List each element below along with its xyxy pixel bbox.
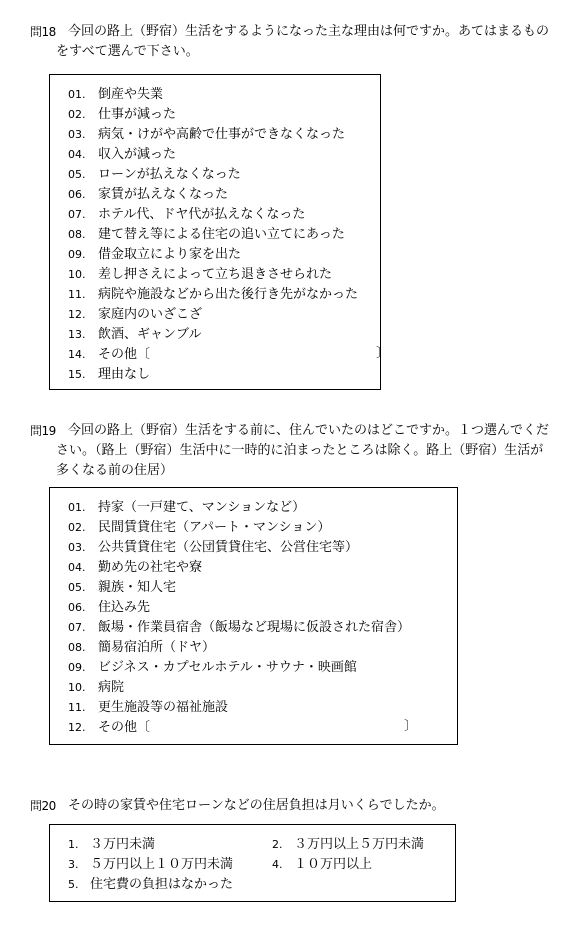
q18-option-05[interactable]: 05. ローンが払えなくなった	[68, 167, 241, 182]
q18-option-03[interactable]: 03. 病気・けがや高齢で仕事ができなくなった	[68, 127, 346, 142]
q19-option-05[interactable]: 05. 親族・知人宅	[68, 580, 177, 595]
q18-option-06[interactable]: 06. 家賃が払えなくなった	[68, 187, 229, 202]
q20-number: 問20	[30, 799, 56, 813]
q18-text: 今回の路上（野宿）生活をするようになった主な理由は何ですか。あてはまるものをすべて選んで下さい。	[56, 24, 550, 59]
q19-option-09[interactable]: 09. ビジネス・カプセルホテル・サウナ・映画館	[68, 660, 357, 675]
q19-text: 今回の路上（野宿）生活をする前に、住んでいたのはどこですか。１つ選んでください。（路上（野宿）生活中に一時的に泊まったところは除く。路上（野宿）生活が多くなる前の住居）	[56, 423, 550, 478]
q18-number: 問18	[30, 25, 56, 39]
q18-option-04[interactable]: 04. 収入が減った	[68, 147, 177, 162]
q19-options-box	[49, 487, 458, 745]
q18-option-07[interactable]: 07. ホテル代、ドヤ代が払えなくなった	[68, 207, 306, 222]
q18-option-14[interactable]: 14. その他〔	[68, 347, 151, 362]
q19-number: 問19	[30, 424, 56, 438]
q19-option-03[interactable]: 03. 公共賃貸住宅（公団賃貸住宅、公営住宅等）	[68, 540, 359, 555]
q19-option-10[interactable]: 10. 病院	[68, 680, 125, 695]
q20-option-5[interactable]: 5. 住宅費の負担はなかった	[68, 877, 234, 892]
q20-heading	[30, 796, 550, 816]
q20-option-4[interactable]: 4. １０万円以上	[272, 857, 373, 872]
q19-option-11[interactable]: 11. 更生施設等の福祉施設	[68, 700, 229, 715]
q19-option-08[interactable]: 08. 簡易宿泊所（ドヤ）	[68, 640, 216, 655]
q18-option-02[interactable]: 02. 仕事が減った	[68, 107, 177, 122]
q18-option-15[interactable]: 15. 理由なし	[68, 367, 151, 382]
q19-option-07[interactable]: 07. 飯場・作業員宿舎（飯場など現場に仮設された宿舎）	[68, 620, 411, 635]
q18-options-box	[49, 74, 390, 390]
q20-text: その時の家賃や住宅ローンなどの住居負担は月いくらでしたか。	[68, 798, 445, 813]
q20-option-2[interactable]: 2. ３万円以上５万円未満	[272, 837, 425, 852]
q18-option-01[interactable]: 01. 倒産や失業	[68, 87, 164, 102]
q19-option-04[interactable]: 04. 勤め先の社宅や寮	[68, 560, 203, 575]
q18-heading	[30, 22, 550, 62]
q18-option-11[interactable]: 11. 病院や施設などから出た後行き先がなかった	[68, 287, 359, 302]
q18-option-10[interactable]: 10. 差し押さえによって立ち退きさせられた	[68, 267, 333, 282]
q19-other-close-bracket: 〕	[404, 719, 418, 734]
q19-heading	[30, 421, 550, 481]
q18-option-08[interactable]: 08. 建て替え等による住宅の追い立てにあった	[68, 227, 345, 242]
q18-option-13[interactable]: 13. 飲酒、ギャンブル	[68, 327, 202, 342]
q20-options-box	[49, 824, 456, 902]
q19-option-02[interactable]: 02. 民間賃貸住宅（アパート・マンション）	[68, 520, 331, 535]
q20-option-1[interactable]: 1. ３万円未満	[68, 837, 156, 852]
q19-option-06[interactable]: 06. 住込み先	[68, 600, 151, 615]
q18-other-close-bracket: 〕	[376, 346, 390, 361]
q19-option-12[interactable]: 12. その他〔	[68, 720, 151, 735]
q18-option-12[interactable]: 12. 家庭内のいざこざ	[68, 307, 203, 322]
q20-option-3[interactable]: 3. ５万円以上１０万円未満	[68, 857, 234, 872]
q18-option-09[interactable]: 09. 借金取立により家を出た	[68, 247, 242, 262]
q19-option-01[interactable]: 01. 持家（一戸建て、マンションなど）	[68, 500, 306, 515]
